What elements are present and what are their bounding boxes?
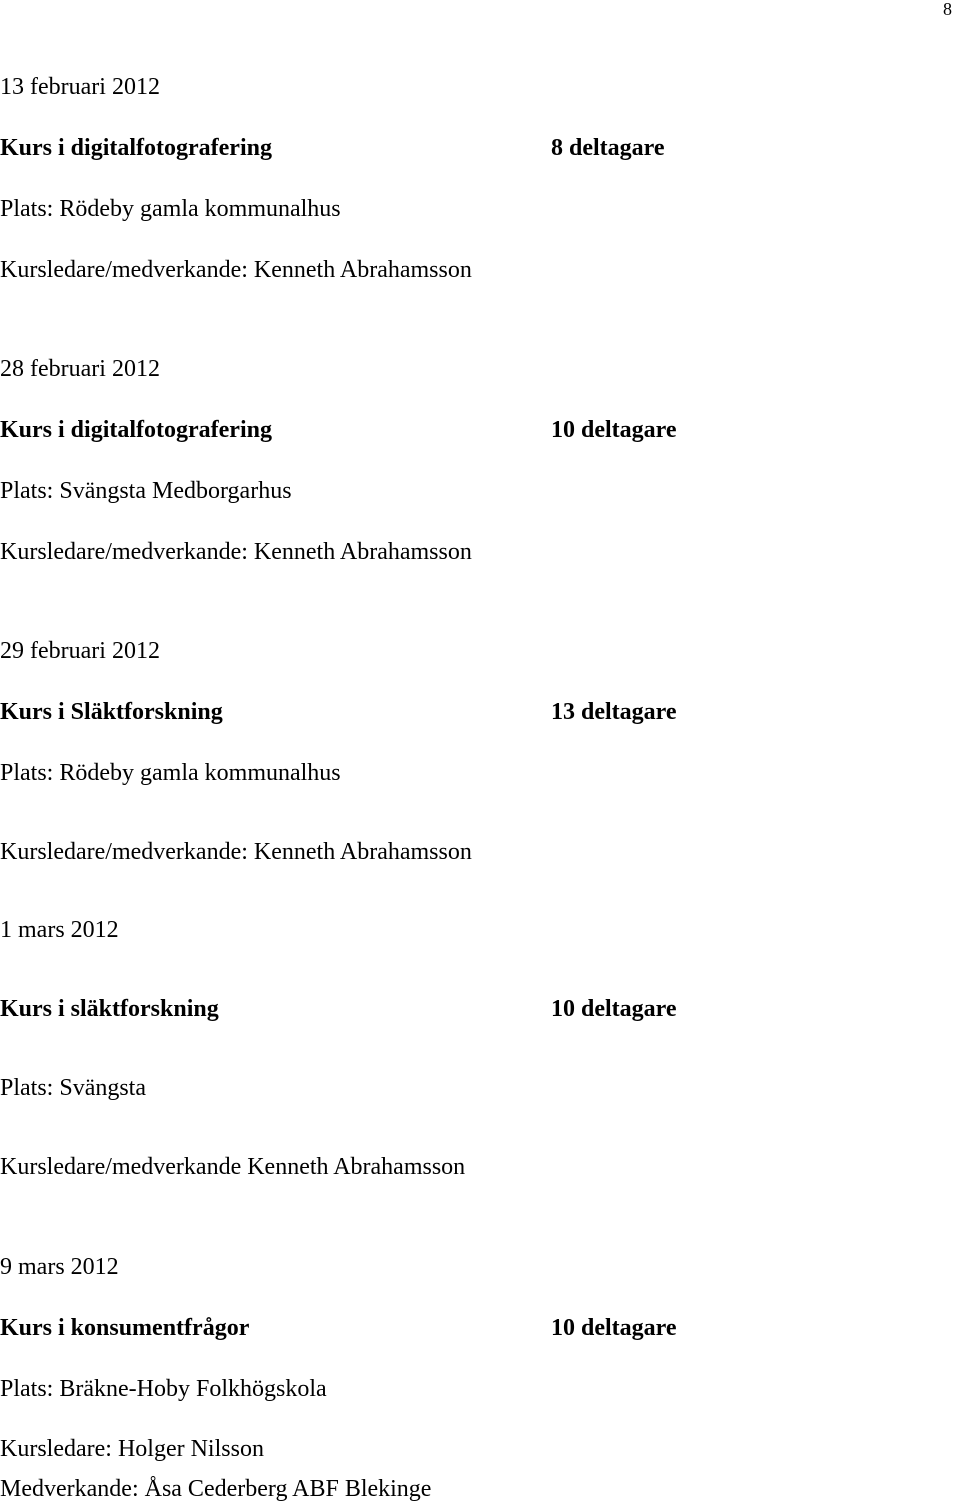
entry-5-place: Plats: Bräkne-Hoby Folkhögskola: [0, 1376, 327, 1402]
entry-1-title: Kurs i digitalfotografering: [0, 135, 272, 161]
entry-3-participants: 13 deltagare: [551, 699, 677, 725]
page-number: 8: [943, 0, 952, 19]
entry-4-participants: 10 deltagare: [551, 996, 677, 1022]
entry-4-date: 1 mars 2012: [0, 917, 119, 943]
entry-4-leader: Kursledare/medverkande Kenneth Abrahamsson: [0, 1154, 466, 1180]
entry-2-date: 28 februari 2012: [0, 356, 160, 382]
entry-1-place: Plats: Rödeby gamla kommunalhus: [0, 196, 341, 222]
entry-2-place: Plats: Svängsta Medborgarhus: [0, 478, 292, 504]
entry-5-co-leader: Medverkande: Åsa Cederberg ABF Blekinge: [0, 1476, 432, 1502]
entry-1-leader: Kursledare/medverkande: Kenneth Abrahamsson: [0, 257, 472, 283]
entry-3-date: 29 februari 2012: [0, 638, 160, 664]
entry-2-participants: 10 deltagare: [551, 417, 677, 443]
entry-2-title: Kurs i digitalfotografering: [0, 417, 272, 443]
entry-3-place: Plats: Rödeby gamla kommunalhus: [0, 760, 341, 786]
entry-3-leader: Kursledare/medverkande: Kenneth Abrahamsson: [0, 839, 472, 865]
entry-2-leader: Kursledare/medverkande: Kenneth Abrahamsson: [0, 539, 472, 565]
entry-4-title: Kurs i släktforskning: [0, 996, 219, 1022]
entry-4-place: Plats: Svängsta: [0, 1075, 147, 1101]
entry-1-date: 13 februari 2012: [0, 74, 160, 100]
entry-5-participants: 10 deltagare: [551, 1315, 677, 1341]
entry-5-title: Kurs i konsumentfrågor: [0, 1315, 250, 1341]
entry-1-participants: 8 deltagare: [551, 135, 665, 161]
entry-5-leader: Kursledare: Holger Nilsson: [0, 1436, 264, 1462]
entry-3-title: Kurs i Släktforskning: [0, 699, 223, 725]
entry-5-date: 9 mars 2012: [0, 1254, 119, 1280]
